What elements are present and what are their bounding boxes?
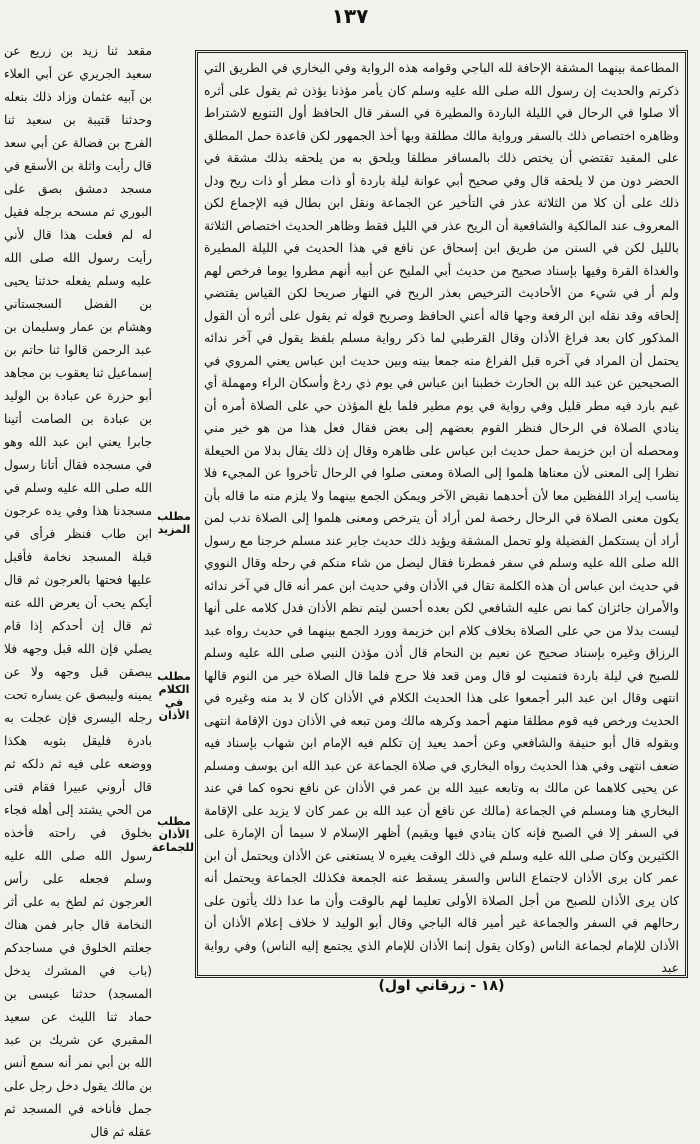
margin-note-1: مطلب المزيد xyxy=(157,510,191,536)
margin-note-3: مطلب الأذان للجماعة xyxy=(151,815,194,854)
side-column-text: مقعد ثنا زيد بن زريع عن سعيد الجريري عن أبي العلاء بن آبيه عثمان وزاد ذلك بنعله وحدثنا قتيبة بن سعيد ثنا الفرج بن فضالة عن أبي سعد قال رأيت واثلة بن الأسقع في مسجد دمشق بصق على البوري ثم مسحه برجله فقيل له لم فعلت هذا قال لأني رأيت رسول الله صلى الله عليه وسلم يفعله حدثنا يحيى بن الفضل السجستاني وهشام بن عمار وسليمان بن عبد الرحمن قالوا ثنا حاتم بن إسماعيل ثنا يعقوب بن مجاهد أبو حزرة عن عبادة بن الوليد بن عبادة بن الصامت أتينا جابرا يعني ابن عبد الله وهو في مسجده فقال أتانا رسول الله صلى الله عليه وسلم في مسجدنا هذا وفي يده عرجون ابن طاب فنظر فرأى في قبلة المسجد نخامة فأقبل عليها فحتها بالعرجون ثم قال أيكم يحب أن يعرض الله عنه ثم قال إن أحدكم إذا قام يصلي فإن الله قبل وجهه فلا يبصقن قبل وجهه ولا عن يمينه وليبصق عن يساره تحت رجله اليسرى فإن عجلت به بادرة فليقل بثوبه هكذا ووضعه على فيه ثم دلكه ثم قال أروني عبيرا فقام فتى من الحي يشتد إلى أهله فجاء بخلوق في راحته فأخذه رسول الله صلى الله عليه وسلم فجعله على رأس العرجون ثم لطخ به على أثر النخامة قال جابر فمن هناك جعلتم الخلوق في مساجدكم (باب في المشرك يدخل المسجد) حدثنا عيسى بن حماد ثنا الليث عن سعيد المقبري عن شريك بن عبد الله بن أبي نمر أنه سمع أنس بن مالك يقول دخل رجل على جمل فأناخه في المسجد ثم عقله ثم قال xyxy=(4,44,152,1139)
page-number: ١٣٧ xyxy=(331,4,369,28)
commentary-text: المطاعمة بينهما المشقة الإحافة لله الباجي وقوامه هذه الرواية وفي البخاري في الطريق التي ذكرتم والحديث إن رسول الله صلى الله عليه وسلم كان يأمر مؤذنا يؤذن ثم يقول على أثره ألا صلوا في الرحال في الليلة الباردة والمطيرة في السفر قال الحافظ أول التنويع لاشتراط وظاهره اختصاص ذلك بالسفر ورواية مالك مطلقة وبها أخذ الجمهور لكن قاعدة حمل المطلق على المقيد تقتضي أن يختص ذلك بالمسافر مطلقا ويلحق به من يلحقه بذلك مشقة في الحضر دون من لا يلحقه قال وفي صحيح أبي عوانة ليلة باردة أو ذات مطر أو ذات ريح ودل ذلك على أن كلا من الثلاثة عذر في التأخير عن الجماعة ونقل ابن بطال فيه الإجماع لكن المعروف عند المالكية والشافعية أن الريح عذر في الليل فقط وظاهر الحديث اختصاص الثلاثة بالليل لكن في السنن من طريق ابن إسحاق عن نافع في هذا الحديث في الليلة المطيرة والغداة القرة وفيها بإسناد صحيح من حديث أبي المليح عن أبيه أنهم مطروا يوما فرخص لهم ولم أر في شيء من الأحاديث الترخيص بعذر الريح في النهار صريحا لكن القياس يقتضي إلحاقه وقد نقله ابن الرفعة وجها قاله أعني الحافظ وصريح قوله ثم يقول على أثره أن القول المذكور كان بعد فراغ الأذان وقال القرطبي لما ذكر رواية مسلم بلفظ يقول في آخر ندائه يحتمل أن المراد في آخره قبل الفراغ منه جمعا بينه وبين حديث ابن عباس يعني المروي في الصحيحين عن عبد الله بن الحارث خطبنا ابن عباس في يوم ذي ردغ وأسكان الراء ومهملة أي غيم بارد فيه مطر قليل وفي رواية في يوم مطير فلما بلغ المؤذن حي على الصلاة أمره أن ينادي الصلاة في الرحال فنظر القوم بعضهم إلى بعض فقال فعل هذا من هو خير مني ومحصله أن ابن خزيمة حمل حديث ابن عباس على ظاهره وقال إن ذلك يقال بدلا من الحيعلة نظرا إلى المعنى لأن معناها هلموا إلى الصلاة ومعنى صلوا في الرحال تأخروا عن المجيء فلا يناسب إيراد اللفظين معا لأن أحدهما نقيض الآخر ويمكن الجمع بينهما ولا يلزم منه ما قاله بأن يكون معنى الصلاة في الرحال رخصة لمن أراد أن يترخص ومعنى هلموا إلى الصلاة ندب لمن أراد أن يستكمل الفضيلة ولو تحمل المشقة ويؤيد ذلك حديث جابر عند مسلم خرجنا مع رسول الله صلى الله عليه وسلم في سفر فمطرنا فقال ليصل من شاء منكم في رحله وقال النووي في حديث ابن عباس أن هذه الكلمة تقال في الأذان وفي حديث ابن عمر أنه قال في آخر ندائه والأمران جائزان كما نص عليه الشافعي لكن بعده أحسن ليتم نظم الأذان فدل كلامه على أنها ليست بدلا من حي على الصلاة بخلاف كلام ابن خزيمة وورد الجمع بينهما في حديث رواه عبد الرزاق وغيره بإسناد صحيح عن نعيم بن النحام قال أذن مؤذن النبي صلى الله عليه وسلم للصبح في ليلة باردة فتمنيت لو قال ومن قعد فلا حرج فلما قال الصلاة خير من النوم قالها انتهى وقال ابن عبد البر أجمعوا على هذا الحديث الكلام في الأذان كان لا بد منه وغيره في الحديث ورخص فيه قوم مطلقا منهم أحمد وكرهه مالك ومن تبعه في الأذان دون الإقامة انتهى وبقوله قال أبو حنيفة والشافعي وعن أحمد يعيد إن تكلم فيه الإمام ابن شهاب بإسناد فيه ضعف انتهى وفي هذا الحديث رواه البخاري في صلاة الجماعة عن عبد الله ابن يوسف ومسلم عن يحيى كلاهما عن مالك به وتابعه عبيد الله بن عمر في الأذان عن نافع نحوه كما في عند البخاري هنا ومسلم في الجماعة (مالك عن نافع أن عبد الله بن عمر كان لا يزيد على الإقامة في السفر إلا في الصبح فإنه كان ينادي فيها ويقيم) أظهر الإسلام لا سيما أن الإمارة على الكثيرين وكان صلى الله عليه وسلم في ذلك الوقت يغيره لا يستغنى عن الأذان ويحتمل أن ابن عمر كان يرى الأذان لاجتماع الناس والسفر يسقط عنه الجمعة فكذلك الجماعة ويحتمل أنه كان يرى الأذان للصبح من أجل الصلاة الأولى تعليما لهم بالوقت وأن ما عدا ذلك يأتون على رحالهم في السفر والجماعة غير أمير قاله الباجي وقال أبو الوليد لا خلاف إعلام الأذان أن الأذان للإمام لجماعة الناس (وكان يقول إنما الأذان للإمام الذي يجتمع إليه الناس) وفي رواية عبد xyxy=(204,60,679,975)
margin-note-2: مطلب الكلام في الأذان xyxy=(157,670,191,722)
commentary-frame xyxy=(195,50,688,978)
hadith-side-column xyxy=(4,40,152,1139)
page-footer: (١٨ - زرقاني اول) xyxy=(378,978,505,994)
commentary-body xyxy=(204,57,679,980)
